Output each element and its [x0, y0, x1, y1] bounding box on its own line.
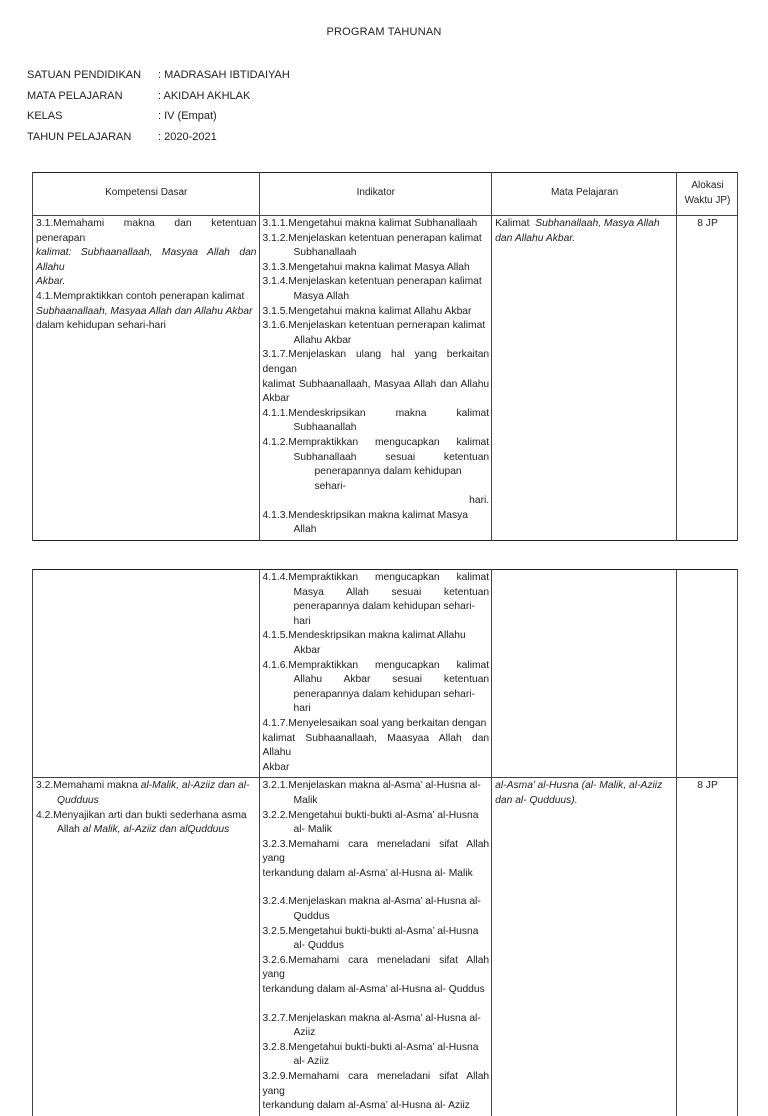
program-table-part-1: [32, 172, 738, 541]
meta-value: : MADRASAH IBTIDAIYAH: [158, 69, 290, 81]
meta-label: TAHUN PELAJARAN: [27, 130, 132, 143]
indikator-line: 3.2.4.Menjelaskan makna al-Asma’ al-Husna al-: [262, 896, 481, 908]
mapel-text: Subhanallaah, Masya Allah: [535, 218, 660, 229]
table-row: [33, 216, 738, 541]
indikator-line: 4.1.2.Mempraktikkan mengucapkan kalimat: [262, 436, 490, 448]
mapel-cell: [492, 778, 677, 1116]
kd-cell: [33, 216, 260, 541]
indikator-line: Malik: [293, 794, 318, 806]
indikator-line: al- Quddus: [293, 940, 344, 952]
kd-cell: [33, 778, 260, 1116]
kd-line: dalam kehidupan sehari-hari: [36, 320, 166, 332]
indikator-line: 4.1.4.Mempraktikkan mengucapkan kalimat: [262, 572, 490, 583]
mapel-cell: [492, 570, 677, 778]
program-table-part-2: [32, 569, 738, 1116]
meta-value: : 2020-2021: [158, 130, 217, 143]
header-indikator: Indikator: [259, 173, 492, 216]
indikator-line: 3.2.6.Memahami cara meneladani sifat Allah yang: [262, 954, 490, 981]
header-mata-pelajaran: Mata Pelajaran: [492, 173, 677, 216]
indikator-line: 4.1.3.Mendeskripsikan makna kalimat Masya: [262, 509, 468, 521]
kd-line: [36, 779, 257, 794]
mapel-line: [495, 794, 674, 809]
kd-cell: [33, 570, 260, 778]
mapel-text: dan al- Qudduus).: [495, 794, 578, 806]
indikator-line: terkandung dalam al-Asma’ al-Husna al- Aziiz: [262, 1100, 470, 1112]
indikator-line: penerapannya dalam kehidupan sehari-: [314, 466, 462, 492]
kd-line-text: Akbar.: [36, 276, 66, 288]
table-row: [33, 570, 738, 778]
indikator-line: al- Aziiz: [293, 1056, 330, 1068]
mapel-text: al-Asma’ al-Husna (al- Malik, al-Aziiz: [495, 780, 663, 792]
indikator-line: Allahu Akbar: [293, 334, 352, 346]
indikator-line: 4.1.1.Mendeskripsikan makna kalimat: [262, 407, 490, 419]
indikator-line: 3.1.4.Menjelaskan ketentuan penerapan kalimat: [262, 276, 482, 288]
indikator-line: Akbar: [262, 393, 290, 405]
indikator-line: Allahu Akbar sesuai ketentuan: [293, 674, 490, 686]
indikator-line: terkandung dalam al-Asma’ al-Husna al- Malik: [262, 867, 473, 879]
kd-line: 4.1.Mempraktikkan contoh penerapan kalimat: [36, 290, 245, 302]
meta-value: : IV (Empat): [158, 110, 217, 122]
indikator-line: 3.2.9.Memahami cara meneladani sifat Allah yang: [262, 1071, 490, 1097]
meta-label: SATUAN PENDIDIKAN: [27, 69, 142, 81]
kd-line-text: Allah: [57, 824, 83, 836]
indikator-line: kalimat Subhaanallaah, Masyaa Allah dan Allahu: [262, 378, 490, 390]
kd-line-text: Qudduus: [57, 794, 99, 806]
indikator-line: Allah: [293, 524, 317, 536]
indikator-line: 3.1.7.Menjelaskan ulang hal yang berkaitan dengan: [262, 349, 490, 375]
indikator-line: 3.2.1.Menjelaskan makna al-Asma’ al-Husna al-: [262, 780, 481, 792]
kd-line-text: al-Malik, al-Aziiz dan al-: [140, 780, 250, 792]
kd-line: [36, 275, 257, 290]
kd-line: [36, 823, 257, 838]
meta-row-kelas: [27, 109, 290, 130]
indikator-cell: [259, 570, 492, 778]
header-alokasi-line: Waktu JP): [684, 194, 731, 206]
indikator-line: Aziiz: [293, 1027, 316, 1039]
indikator-line: Subhanallaah: [293, 247, 357, 259]
kd-line-text: Subhaanallaah, Masyaa Allah dan Allahu Akbar: [36, 305, 253, 317]
meta-value: : AKIDAH AKHLAK: [158, 89, 251, 102]
alokasi-cell: 8 JP: [677, 778, 738, 1116]
indikator-line: 4.1.5.Mendeskripsikan makna kalimat Allahu: [262, 630, 466, 642]
indikator-line: 4.1.7.Menyelesaikan soal yang berkaitan dengan: [262, 717, 487, 729]
indikator-line: penerapannya dalam kehidupan sehari- hari: [293, 601, 475, 627]
header-alokasi-waktu: [677, 173, 738, 216]
meta-row-satuan: [27, 68, 290, 89]
indikator-line: Quddus: [293, 911, 330, 923]
table-row: [33, 778, 738, 1116]
indikator-line: 3.2.3.Memahami cara meneladani sifat Allah yang: [262, 838, 490, 865]
document-title: PROGRAM TAHUNAN: [326, 26, 442, 38]
indikator-line: 3.1.6.Menjelaskan ketentuan pernerapan kalimat: [262, 320, 486, 332]
kd-line-text: kalimat: Subhaanallaah, Masyaa Allah dan Allahu: [36, 247, 257, 273]
kd-line: [36, 246, 257, 275]
mapel-text: Kalimat: [495, 218, 536, 229]
kd-line-text: al Malik, al-Aziiz dan alQudduus: [82, 824, 230, 836]
mapel-text: dan Allahu Akbar.: [495, 232, 576, 244]
indikator-line: Subhanallaah sesuai ketentuan: [293, 451, 490, 463]
indikator-line: 3.2.5.Mengetahui bukti-bukti al-Asma’ al-Husna: [262, 925, 479, 937]
alokasi-cell: [677, 570, 738, 778]
kd-line: [36, 305, 257, 320]
indikator-spacer: [263, 998, 490, 1012]
mapel-line: [495, 232, 674, 247]
indikator-line: terkandung dalam al-Asma’ al-Husna al- Quddus: [262, 984, 485, 996]
alokasi-cell: 8 JP: [677, 216, 738, 541]
meta-row-tahun: [27, 130, 290, 151]
indikator-line: 4.1.6.Mempraktikkan mengucapkan kalimat: [262, 659, 490, 671]
indikator-line: Masya Allah sesuai ketentuan: [293, 586, 490, 598]
mapel-line: [495, 779, 674, 794]
indikator-line: Subhaanallah: [293, 422, 357, 434]
indikator-line: 3.1.5.Mengetahui makna kalimat Allahu Akbar: [262, 305, 472, 317]
indikator-line: 3.2.7.Menjelaskan makna al-Asma’ al-Husna al-: [262, 1012, 481, 1024]
mapel-cell: [492, 216, 677, 541]
kd-line: [36, 794, 257, 809]
indikator-line: 3.2.2.Mengetahui bukti-bukti al-Asma’ al-Husna: [262, 809, 479, 821]
indikator-line: kalimat Subhaanallaah, Maasyaa Allah dan Allahu: [262, 732, 490, 759]
kd-line-text: 3.2.Memahami makna: [36, 780, 141, 792]
indikator-line: 3.2.8.Mengetahui bukti-bukti al-Asma’ al-Husna: [262, 1041, 479, 1053]
indikator-line: Akbar: [293, 644, 321, 656]
header-alokasi-line: Alokasi: [691, 179, 724, 191]
meta-label: KELAS: [27, 110, 63, 122]
kd-line: 4.2.Menyajikan arti dan bukti sederhana asma: [36, 809, 247, 821]
indikator-line: al- Malik: [293, 824, 332, 836]
indikator-line: penerapannya dalam kehidupan sehari- hari: [293, 688, 475, 715]
header-kompetensi-dasar: Kompetensi Dasar: [33, 173, 260, 216]
meta-label: MATA PELAJARAN: [27, 89, 123, 102]
indikator-cell: [259, 216, 492, 541]
indikator-line: Masya Allah: [293, 290, 350, 302]
indikator-line: Akbar: [262, 761, 290, 773]
indikator-line: 3.1.2.Menjelaskan ketentuan penerapan kalimat: [262, 232, 482, 244]
table-header-row: [33, 173, 738, 216]
meta-row-mapel: [27, 89, 290, 110]
indikator-line: hari.: [469, 495, 490, 507]
identity-block: [27, 68, 290, 150]
indikator-spacer: [263, 881, 490, 895]
kd-line: 3.1.Memahami makna dan ketentuan penerapan: [36, 218, 257, 244]
indikator-cell: [259, 778, 492, 1116]
mapel-line: [495, 217, 674, 232]
indikator-line: 3.1.3.Mengetahui makna kalimat Masya Allah: [262, 261, 470, 273]
indikator-line: 3.1.1.Mengetahui makna kalimat Subhanallaah: [262, 218, 478, 229]
